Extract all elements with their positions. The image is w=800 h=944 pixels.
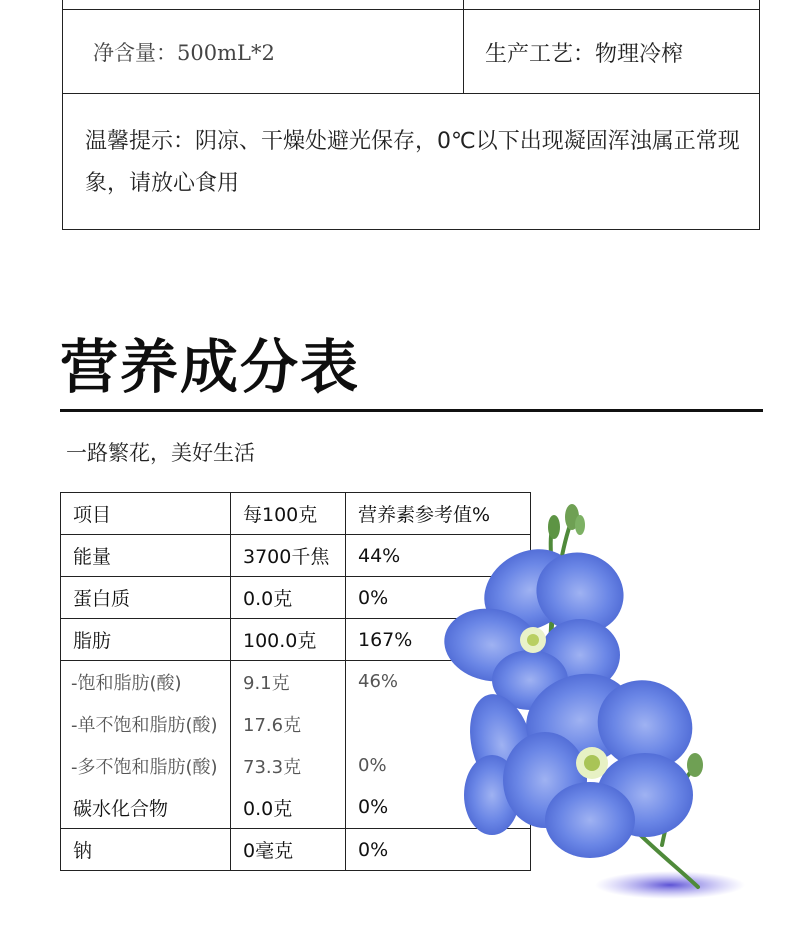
row-item: 钠 xyxy=(61,829,231,871)
page-title: 营养成分表 xyxy=(60,333,361,401)
flower-shadow xyxy=(595,871,745,899)
row-per100: 0.0克 xyxy=(231,577,346,619)
row-nrv: 0% xyxy=(346,787,531,829)
row-per100: 9.1克 xyxy=(231,661,346,703)
production-process: 生产工艺：物理冷榨 xyxy=(485,42,684,67)
row-per100: 3700千焦 xyxy=(231,535,346,577)
page-subtitle: 一路繁花，美好生活 xyxy=(66,441,255,465)
row-nrv: 0% xyxy=(346,745,531,787)
row-nrv: 44% xyxy=(346,535,531,577)
row-nrv: 0% xyxy=(346,577,531,619)
row-nrv: 0% xyxy=(346,829,531,871)
row-nrv: 46% xyxy=(346,661,531,703)
product-info-box xyxy=(62,0,760,230)
row-item: 脂肪 xyxy=(61,619,231,661)
net-content: 净含量：500mL*2 xyxy=(93,41,275,65)
header-per100: 每100克 xyxy=(231,493,346,535)
header-item: 项目 xyxy=(61,493,231,535)
info-divider xyxy=(63,93,759,94)
row-per100: 100.0克 xyxy=(231,619,346,661)
info-column-divider xyxy=(463,0,464,94)
header-nrv: 营养素参考值% xyxy=(346,493,531,535)
row-item: 碳水化合物 xyxy=(61,787,231,829)
row-per100: 17.6克 xyxy=(231,703,346,745)
row-per100: 73.3克 xyxy=(231,745,346,787)
row-item: -多不饱和脂肪(酸) xyxy=(61,745,231,787)
row-per100: 0.0克 xyxy=(231,787,346,829)
flax-flower-illustration xyxy=(430,495,770,915)
row-nrv: 167% xyxy=(346,619,531,661)
info-divider xyxy=(63,9,759,10)
title-underline xyxy=(60,409,763,412)
row-item: -饱和脂肪(酸) xyxy=(61,661,231,703)
storage-tip: 温馨提示：阴凉、干燥处避光保存，0℃以下出现凝固浑浊属正常现象，请放心食用 xyxy=(85,129,740,196)
row-item: -单不饱和脂肪(酸) xyxy=(61,703,231,745)
row-item: 蛋白质 xyxy=(61,577,231,619)
row-item: 能量 xyxy=(61,535,231,577)
row-per100: 0毫克 xyxy=(231,829,346,871)
